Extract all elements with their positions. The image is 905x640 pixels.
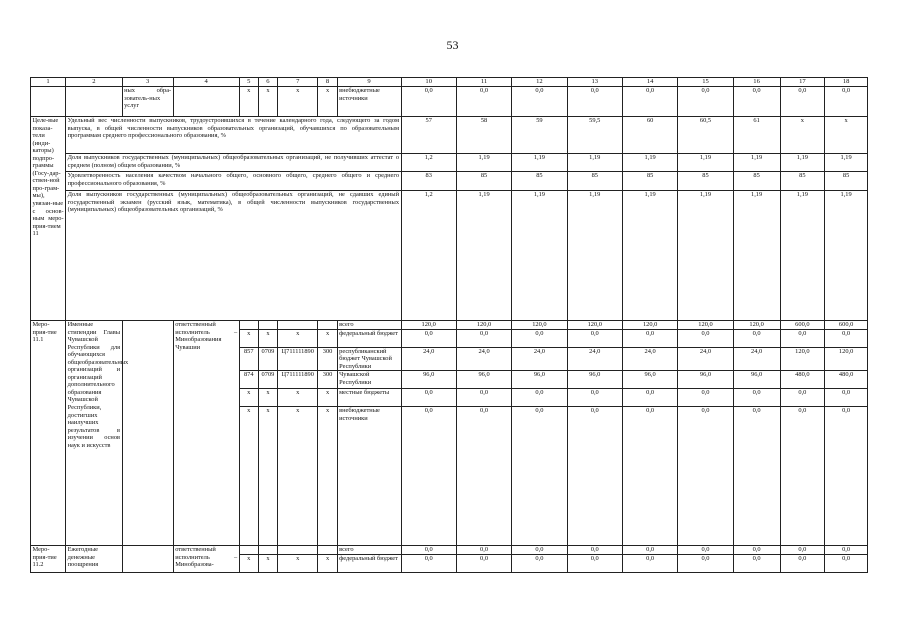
value-cell: 0,0 [622, 407, 677, 546]
value-cell: 0,0 [780, 329, 825, 347]
funding-source-cell: федеральный бюджет [337, 329, 401, 347]
indicator-value: 83 [401, 172, 456, 191]
indicator-value: 85 [678, 172, 733, 191]
value-cell: 0,0 [401, 87, 456, 117]
column-number: 11 [456, 78, 511, 87]
funding-source-cell: внебюджетные источники [337, 407, 401, 546]
event-label: Меро-прия-тие 11.1 [31, 321, 66, 546]
column-number: 1 [31, 78, 66, 87]
value-cell: 0,0 [456, 554, 511, 572]
code-cell [258, 321, 277, 330]
value-cell: 24,0 [678, 347, 733, 371]
funding-source-cell: Чувашской Республики [337, 371, 401, 389]
value-cell: 96,0 [567, 371, 622, 389]
column-number: 15 [678, 78, 733, 87]
code-cell: Ц711111890 [278, 347, 318, 371]
value-cell: 0,0 [780, 407, 825, 546]
indicator-value: 1,19 [825, 154, 868, 172]
value-cell: 0,0 [622, 87, 677, 117]
value-cell: 0,0 [567, 546, 622, 555]
indicator-value: 1,19 [456, 154, 511, 172]
empty-cell [173, 87, 239, 117]
value-cell: 0,0 [733, 329, 780, 347]
table-body [31, 78, 868, 573]
indicator-value: x [825, 117, 868, 154]
value-cell: 0,0 [456, 407, 511, 546]
value-cell: 0,0 [401, 389, 456, 407]
indicator-text: Удельный вес численности выпускников, трудоустроившихся в течение календарного года, следующего за годом выпуска, в общей численности выпускников образовательных организаций, обучавшихся по образовательным программам среднего профессионального образования, % [66, 117, 401, 154]
column-number: 14 [622, 78, 677, 87]
value-cell: 0,0 [622, 329, 677, 347]
code-cell: x [278, 407, 318, 546]
value-cell: 0,0 [512, 554, 567, 572]
value-cell: 0,0 [401, 554, 456, 572]
code-cell: x [239, 389, 258, 407]
value-cell: 0,0 [733, 546, 780, 555]
indicator-value: 59 [512, 117, 567, 154]
event-row [31, 321, 868, 330]
code-cell: x [278, 329, 318, 347]
code-cell: x [278, 87, 318, 117]
event-name: Ежегодные денежные поощрения [66, 546, 122, 573]
value-cell: 0,0 [567, 389, 622, 407]
value-cell: 0,0 [733, 87, 780, 117]
empty-cell [122, 321, 173, 546]
value-cell: 24,0 [733, 347, 780, 371]
code-cell: x [239, 407, 258, 546]
indicator-value: 59,5 [567, 117, 622, 154]
value-cell: 0,0 [456, 546, 511, 555]
indicator-value: 85 [456, 172, 511, 191]
value-cell: 0,0 [733, 554, 780, 572]
code-cell: 0709 [258, 347, 277, 371]
value-cell: 120,0 [401, 321, 456, 330]
value-cell: 0,0 [512, 329, 567, 347]
column-number: 3 [122, 78, 173, 87]
value-cell: 0,0 [733, 407, 780, 546]
value-cell: 0,0 [567, 554, 622, 572]
value-cell: 24,0 [622, 347, 677, 371]
indicator-value: 85 [622, 172, 677, 191]
indicator-value: 1,19 [512, 191, 567, 321]
indicator-text: Удовлетворенность населения качеством начального общего, основного общего, среднего общего и среднего профессионального образования, % [66, 172, 401, 191]
code-cell: Ц711111890 [278, 371, 318, 389]
code-cell: x [258, 329, 277, 347]
value-cell: 0,0 [678, 329, 733, 347]
value-cell: 96,0 [678, 371, 733, 389]
value-cell: 600,0 [780, 321, 825, 330]
indicator-value: 1,19 [733, 154, 780, 172]
value-cell: 0,0 [567, 87, 622, 117]
indicator-value: 58 [456, 117, 511, 154]
code-cell [278, 321, 318, 330]
value-cell: 0,0 [456, 87, 511, 117]
value-cell: 0,0 [401, 546, 456, 555]
event-name-cell: ных обра-зователь-ных услуг [122, 87, 173, 117]
indicator-value: 1,19 [512, 154, 567, 172]
value-cell: 120,0 [622, 321, 677, 330]
indicator-row [31, 172, 868, 191]
value-cell: 120,0 [678, 321, 733, 330]
code-cell [318, 321, 337, 330]
value-cell: 120,0 [456, 321, 511, 330]
table-row [31, 87, 868, 117]
value-cell: 0,0 [780, 389, 825, 407]
event-name: Именные стипендии Главы Чувашской Республики для обучающихся общеобразовательных организаций и организаций дополнительного образования Чувашской Республики, достигших наилучших результатов в изучении основ наук и искусств [66, 321, 122, 546]
value-cell: 0,0 [567, 329, 622, 347]
value-cell: 0,0 [678, 554, 733, 572]
value-cell: 120,0 [567, 321, 622, 330]
indicator-value: 1,19 [567, 191, 622, 321]
value-cell: 0,0 [512, 389, 567, 407]
code-cell: 874 [239, 371, 258, 389]
value-cell: 0,0 [678, 87, 733, 117]
value-cell: 0,0 [825, 87, 868, 117]
indicator-value: 85 [780, 172, 825, 191]
value-cell: 480,0 [825, 371, 868, 389]
column-number: 4 [173, 78, 239, 87]
value-cell: 0,0 [622, 389, 677, 407]
value-cell: 24,0 [456, 347, 511, 371]
value-cell: 96,0 [456, 371, 511, 389]
column-number: 6 [258, 78, 277, 87]
value-cell: 0,0 [733, 389, 780, 407]
value-cell: 120,0 [780, 347, 825, 371]
code-cell: x [318, 407, 337, 546]
code-cell: x [258, 87, 277, 117]
code-cell: x [318, 329, 337, 347]
code-cell [318, 546, 337, 555]
value-cell: 120,0 [512, 321, 567, 330]
executor: ответственный исполнитель – Минобразования Чувашии [173, 321, 239, 546]
column-number: 18 [825, 78, 868, 87]
indicator-value: 1,19 [622, 154, 677, 172]
empty-cell [122, 546, 173, 573]
code-cell: x [278, 389, 318, 407]
value-cell: 0,0 [780, 554, 825, 572]
indicator-value: 85 [567, 172, 622, 191]
indicator-value: 1,19 [456, 191, 511, 321]
column-number: 9 [337, 78, 401, 87]
code-cell: x [318, 554, 337, 572]
event-label: Меро-прия-тие 11.2 [31, 546, 66, 573]
indicator-value: 1,19 [622, 191, 677, 321]
value-cell: 0,0 [567, 407, 622, 546]
value-cell: 0,0 [622, 554, 677, 572]
value-cell: 0,0 [825, 407, 868, 546]
value-cell: 0,0 [678, 407, 733, 546]
funding-source-cell: всего [337, 321, 401, 330]
value-cell: 0,0 [456, 329, 511, 347]
indicator-value: 1,19 [567, 154, 622, 172]
indicator-row [31, 117, 868, 154]
indicator-value: 1,19 [678, 191, 733, 321]
value-cell: 24,0 [401, 347, 456, 371]
indicator-row [31, 154, 868, 172]
value-cell: 0,0 [512, 546, 567, 555]
column-number: 13 [567, 78, 622, 87]
code-cell [258, 546, 277, 555]
column-number: 10 [401, 78, 456, 87]
value-cell: 0,0 [456, 389, 511, 407]
funding-source-cell: внебюджетные источники [337, 87, 401, 117]
page-number: 53 [446, 38, 459, 52]
code-cell: x [239, 554, 258, 572]
value-cell: 0,0 [825, 389, 868, 407]
code-cell: x [318, 87, 337, 117]
column-number-row [31, 78, 868, 87]
value-cell: 120,0 [825, 347, 868, 371]
column-number: 2 [66, 78, 122, 87]
code-cell: 300 [318, 347, 337, 371]
value-cell: 0,0 [512, 87, 567, 117]
value-cell: 0,0 [622, 546, 677, 555]
column-number: 7 [278, 78, 318, 87]
code-cell [239, 546, 258, 555]
code-cell: x [258, 407, 277, 546]
value-cell: 0,0 [825, 554, 868, 572]
value-cell: 0,0 [678, 546, 733, 555]
code-cell: 300 [318, 371, 337, 389]
value-cell: 24,0 [567, 347, 622, 371]
value-cell: 0,0 [678, 389, 733, 407]
value-cell: 96,0 [401, 371, 456, 389]
code-cell: x [258, 554, 277, 572]
code-cell [278, 546, 318, 555]
code-cell: x [278, 554, 318, 572]
value-cell: 120,0 [733, 321, 780, 330]
indicator-text: Доля выпускников государственных (муниципальных) общеобразовательных организаций, не получивших аттестат о среднем (полном) общем образовании, % [66, 154, 401, 172]
value-cell: 0,0 [512, 407, 567, 546]
column-number: 8 [318, 78, 337, 87]
indicator-value: 1,19 [825, 191, 868, 321]
target-indicators-label: Целе-вые показа-тели (инди-каторы) подпро-граммы (Госу-дар-ствен-ной про-грам-мы), увязан-ные с основ-ным меро-прия-тием 11 [31, 117, 66, 321]
value-cell: 0,0 [780, 87, 825, 117]
indicator-value: 60 [622, 117, 677, 154]
funding-source-cell: республиканский бюджет Чувашской Республики [337, 347, 401, 371]
indicator-value: 60,5 [678, 117, 733, 154]
indicator-value: 85 [825, 172, 868, 191]
indicator-value: 1,19 [780, 154, 825, 172]
value-cell: 0,0 [825, 329, 868, 347]
column-number: 12 [512, 78, 567, 87]
code-cell: x [318, 389, 337, 407]
empty-cell [31, 87, 66, 117]
value-cell: 96,0 [512, 371, 567, 389]
indicator-value: 57 [401, 117, 456, 154]
value-cell: 0,0 [401, 329, 456, 347]
executor: ответственный исполнитель – Минобразова- [173, 546, 239, 573]
value-cell: 24,0 [512, 347, 567, 371]
indicator-value: 1,19 [733, 191, 780, 321]
code-cell [239, 321, 258, 330]
value-cell: 96,0 [733, 371, 780, 389]
code-cell: 857 [239, 347, 258, 371]
indicator-value: x [780, 117, 825, 154]
indicator-value: 1,2 [401, 191, 456, 321]
indicator-row [31, 191, 868, 321]
indicator-value: 61 [733, 117, 780, 154]
column-number: 17 [780, 78, 825, 87]
budget-table [30, 77, 868, 573]
indicator-value: 1,19 [780, 191, 825, 321]
code-cell: 0709 [258, 371, 277, 389]
column-number: 5 [239, 78, 258, 87]
funding-source-cell: местные бюджеты [337, 389, 401, 407]
indicator-value: 1,19 [678, 154, 733, 172]
value-cell: 96,0 [622, 371, 677, 389]
funding-source-cell: всего [337, 546, 401, 555]
code-cell: x [258, 389, 277, 407]
value-cell: 0,0 [780, 546, 825, 555]
value-cell: 600,0 [825, 321, 868, 330]
indicator-value: 85 [733, 172, 780, 191]
value-cell: 0,0 [825, 546, 868, 555]
code-cell: x [239, 329, 258, 347]
empty-cell [66, 87, 122, 117]
indicator-value: 85 [512, 172, 567, 191]
indicator-text: Доля выпускников государственных (муниципальных) общеобразовательных организаций, не сдавших единый государственный экзамен (русский язык, математика), в общей численности выпускников государственных (муниципальных) общеобразовательных организаций, % [66, 191, 401, 321]
value-cell: 0,0 [401, 407, 456, 546]
funding-source-cell: федеральный бюджет [337, 554, 401, 572]
column-number: 16 [733, 78, 780, 87]
value-cell: 480,0 [780, 371, 825, 389]
event-row [31, 546, 868, 555]
code-cell: x [239, 87, 258, 117]
indicator-value: 1,2 [401, 154, 456, 172]
